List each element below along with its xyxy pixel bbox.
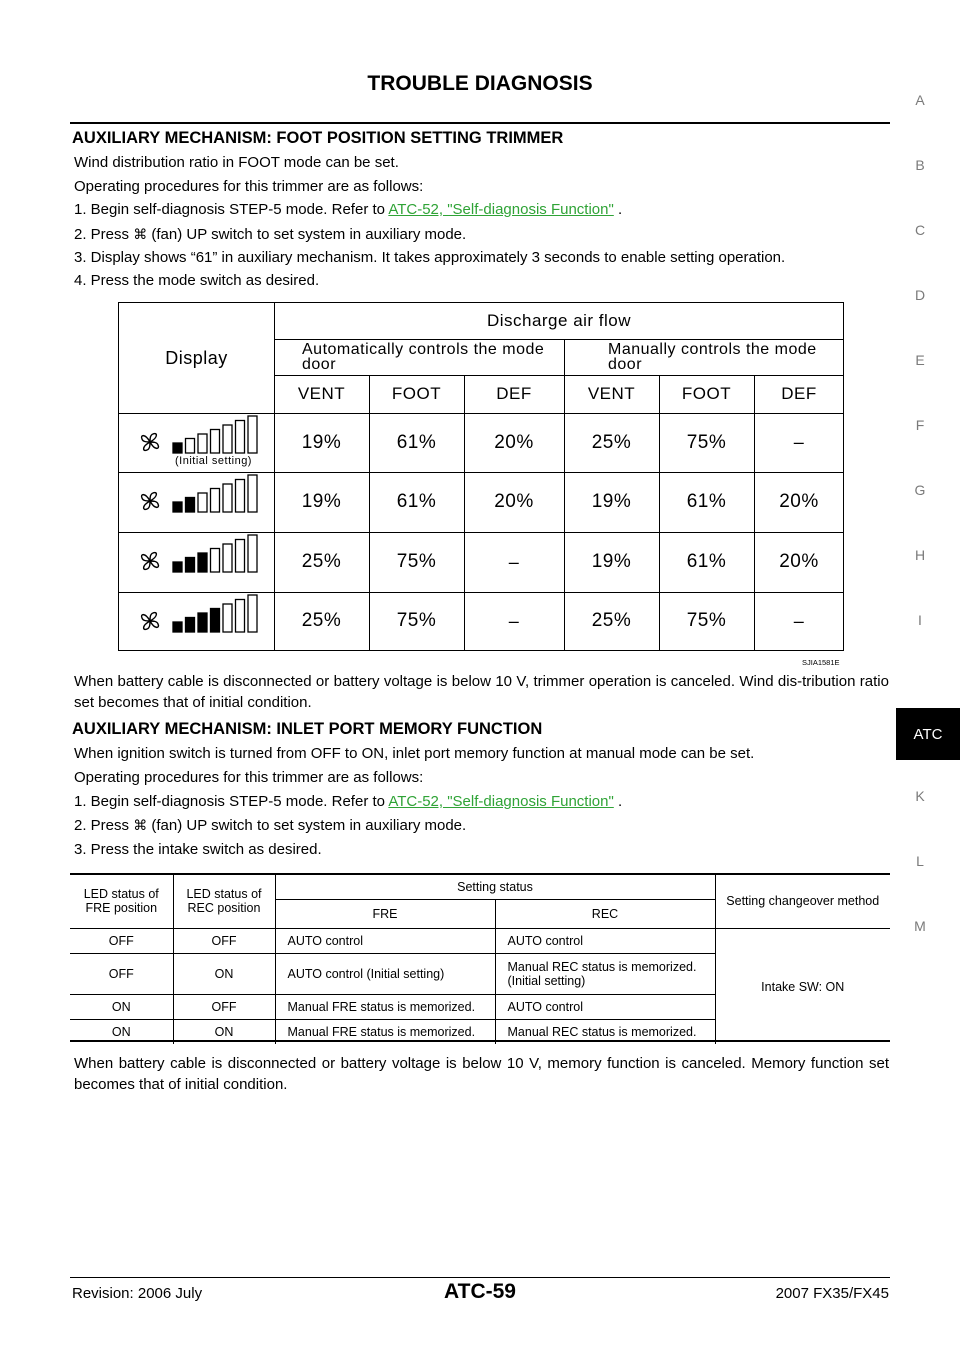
table-cell: Manual REC status is memorized. (Initial setting) [495, 954, 715, 995]
section1-step2 [74, 224, 889, 245]
ratio-value: 19% [301, 491, 342, 512]
display-header: Display [165, 347, 228, 368]
level-bars-icon [171, 594, 263, 634]
side-index-c[interactable]: C [914, 222, 926, 238]
ratio-value: 19% [591, 491, 632, 512]
fan-icon [137, 429, 163, 455]
setting-method-cell: Intake SW: ON [715, 929, 890, 1045]
section1-procedures-intro: Operating procedures for this trimmer are as follows: [74, 178, 424, 195]
ratio-value: 19% [591, 551, 632, 572]
ratio-value: – [508, 610, 520, 631]
table-row [70, 929, 890, 954]
side-index-f[interactable]: F [915, 417, 925, 433]
led-status-table [70, 874, 890, 1044]
section2-step1 [74, 791, 889, 812]
fan-icon [137, 488, 163, 514]
ratio-value: 75% [686, 431, 727, 453]
table-cell: AUTO control (Initial setting) [275, 954, 495, 995]
step2-text: 2. Press [74, 226, 134, 243]
ratio-value: 75% [396, 610, 437, 631]
side-index-e[interactable]: E [915, 352, 925, 368]
ratio-value: 25% [591, 610, 632, 631]
page-title: TROUBLE DIAGNOSIS [367, 72, 593, 95]
ratio-value: 75% [686, 610, 727, 631]
table-cell: ON [173, 1020, 275, 1045]
section1-step4: 4. Press the mode switch as desired. [74, 272, 320, 289]
column-header-vent: VENT [297, 384, 346, 403]
table-cell: OFF [173, 995, 275, 1020]
step2-suffix: (fan) UP switch to set system in auxiliary mode. [147, 226, 467, 243]
ratio-value: 61% [686, 491, 727, 512]
level-bars-icon [171, 474, 263, 514]
table-cell: OFF [70, 954, 173, 995]
step2-text: 2. Press [74, 817, 134, 834]
column-header-def: DEF [496, 384, 532, 403]
discharge-air-flow-figure [118, 302, 844, 651]
side-index-d[interactable]: D [914, 287, 926, 303]
ratio-value: 61% [686, 551, 727, 572]
table-cell: ON [173, 954, 275, 995]
ratio-value: 20% [779, 551, 819, 572]
fan-icon [137, 548, 163, 574]
side-index-g[interactable]: G [914, 482, 926, 498]
section1-step3: 3. Display shows “61” in auxiliary mechanism. It takes approximately 3 seconds to enable setting operation. [74, 249, 786, 266]
ratio-value: 19% [301, 431, 342, 453]
side-tab-atc[interactable]: ATC [896, 708, 960, 760]
ratio-value: 25% [301, 551, 342, 572]
step1-suffix: . [613, 793, 623, 810]
ratio-value: 75% [396, 551, 437, 572]
revision-date: Revision: 2006 July [72, 1285, 203, 1302]
ratio-value: 25% [591, 431, 632, 453]
initial-setting-label: (Initial setting) [175, 455, 252, 467]
section2-procedures-intro: Operating procedures for this trimmer are as follows: [74, 769, 424, 786]
fre-subheader: FRE [275, 900, 495, 929]
table-cell: Manual REC status is memorized. [495, 1020, 715, 1045]
table-cell: OFF [173, 929, 275, 954]
section1-intro: Wind distribution ratio in FOOT mode can be set. [74, 154, 399, 171]
step1-text: 1. Begin self-diagnosis STEP-5 mode. Refer to [74, 201, 389, 218]
side-index-a[interactable]: A [915, 92, 925, 108]
column-header-vent: VENT [587, 384, 636, 403]
section2-step2 [74, 815, 889, 836]
self-diagnosis-link[interactable]: ATC-52, "Self-diagnosis Function" [388, 793, 614, 810]
table-cell: ON [111, 1025, 131, 1039]
fan-icon: ⌘ [133, 817, 148, 833]
ratio-value: – [793, 610, 805, 631]
table-cell: AUTO control [495, 995, 715, 1020]
section2-intro: When ignition switch is turned from OFF to ON, inlet port memory function at manual mode can be set. [74, 745, 755, 762]
ratio-value: 25% [301, 610, 342, 631]
ratio-value: 20% [494, 431, 534, 453]
figure-id: SJIA1581E [802, 658, 840, 667]
display-cell [119, 532, 274, 592]
side-index-k[interactable]: K [915, 788, 925, 804]
step2-suffix: (fan) UP switch to set system in auxiliary mode. [147, 817, 467, 834]
side-index-h[interactable]: H [914, 547, 926, 563]
level-bars-icon [171, 534, 263, 574]
side-index-b[interactable]: B [915, 157, 925, 173]
ratio-value: 61% [396, 491, 437, 512]
led-table-bottom-rule [70, 1040, 890, 1042]
section1-heading: AUXILIARY MECHANISM: FOOT POSITION SETTING TRIMMER [72, 129, 564, 147]
led-fre-header: LED status of FRE position [70, 874, 173, 929]
model-name: 2007 FX35/FX45 [775, 1285, 889, 1302]
display-cell [119, 472, 274, 532]
display-cell [119, 413, 274, 472]
setting-method-header: Setting changeover method [715, 874, 890, 929]
step1-text: 1. Begin self-diagnosis STEP-5 mode. Refer to [74, 793, 389, 810]
table-cell: AUTO control [275, 929, 495, 954]
display-cell [119, 592, 274, 650]
section1-step1 [74, 199, 889, 220]
fan-icon [137, 608, 163, 634]
fan-icon: ⌘ [133, 226, 148, 242]
ratio-value: – [793, 432, 805, 452]
column-header-def: DEF [781, 384, 817, 403]
ratio-value: – [508, 551, 520, 572]
discharge-header: Discharge air flow [486, 311, 632, 330]
column-header-foot: FOOT [391, 384, 442, 403]
ratio-value: 61% [396, 431, 437, 453]
page-number: ATC-59 [444, 1280, 516, 1303]
table-cell: Manual FRE status is memorized. [275, 995, 495, 1020]
step1-suffix: . [613, 201, 623, 218]
setting-status-header: Setting status [275, 874, 715, 900]
section2-heading: AUXILIARY MECHANISM: INLET PORT MEMORY FUNCTION [72, 720, 543, 738]
side-index-i[interactable]: I [918, 612, 922, 628]
led-rec-header: LED status of REC position [173, 874, 275, 929]
footer-rule [70, 1277, 890, 1278]
level-bars-icon [171, 415, 263, 455]
ratio-value: 20% [494, 491, 534, 512]
table-cell: Manual FRE status is memorized. [275, 1020, 495, 1045]
column-header-foot: FOOT [681, 384, 732, 403]
table-cell: ON [70, 995, 173, 1020]
section1-note: When battery cable is disconnected or battery voltage is below 10 V, trimmer operation is canceled. Wind dis-tribution ratio set becomes that of initial condition. [74, 673, 889, 711]
side-index-l[interactable]: L [916, 853, 924, 869]
top-rule [70, 122, 890, 124]
ratio-value: 20% [779, 491, 819, 512]
rec-subheader: REC [495, 900, 715, 929]
section2-step3: 3. Press the intake switch as desired. [74, 841, 322, 858]
section2-note: When battery cable is disconnected or battery voltage is below 10 V, memory function is canceled. Memory function set becomes that of initial condition. [74, 1055, 889, 1093]
auto-header: Automatically controls the mode door [302, 341, 545, 373]
table-cell: OFF [70, 929, 173, 954]
side-index-m[interactable]: M [914, 918, 926, 934]
manual-header: Manually controls the mode door [608, 341, 817, 373]
table-cell: AUTO control [495, 929, 715, 954]
self-diagnosis-link[interactable]: ATC-52, "Self-diagnosis Function" [388, 201, 614, 218]
